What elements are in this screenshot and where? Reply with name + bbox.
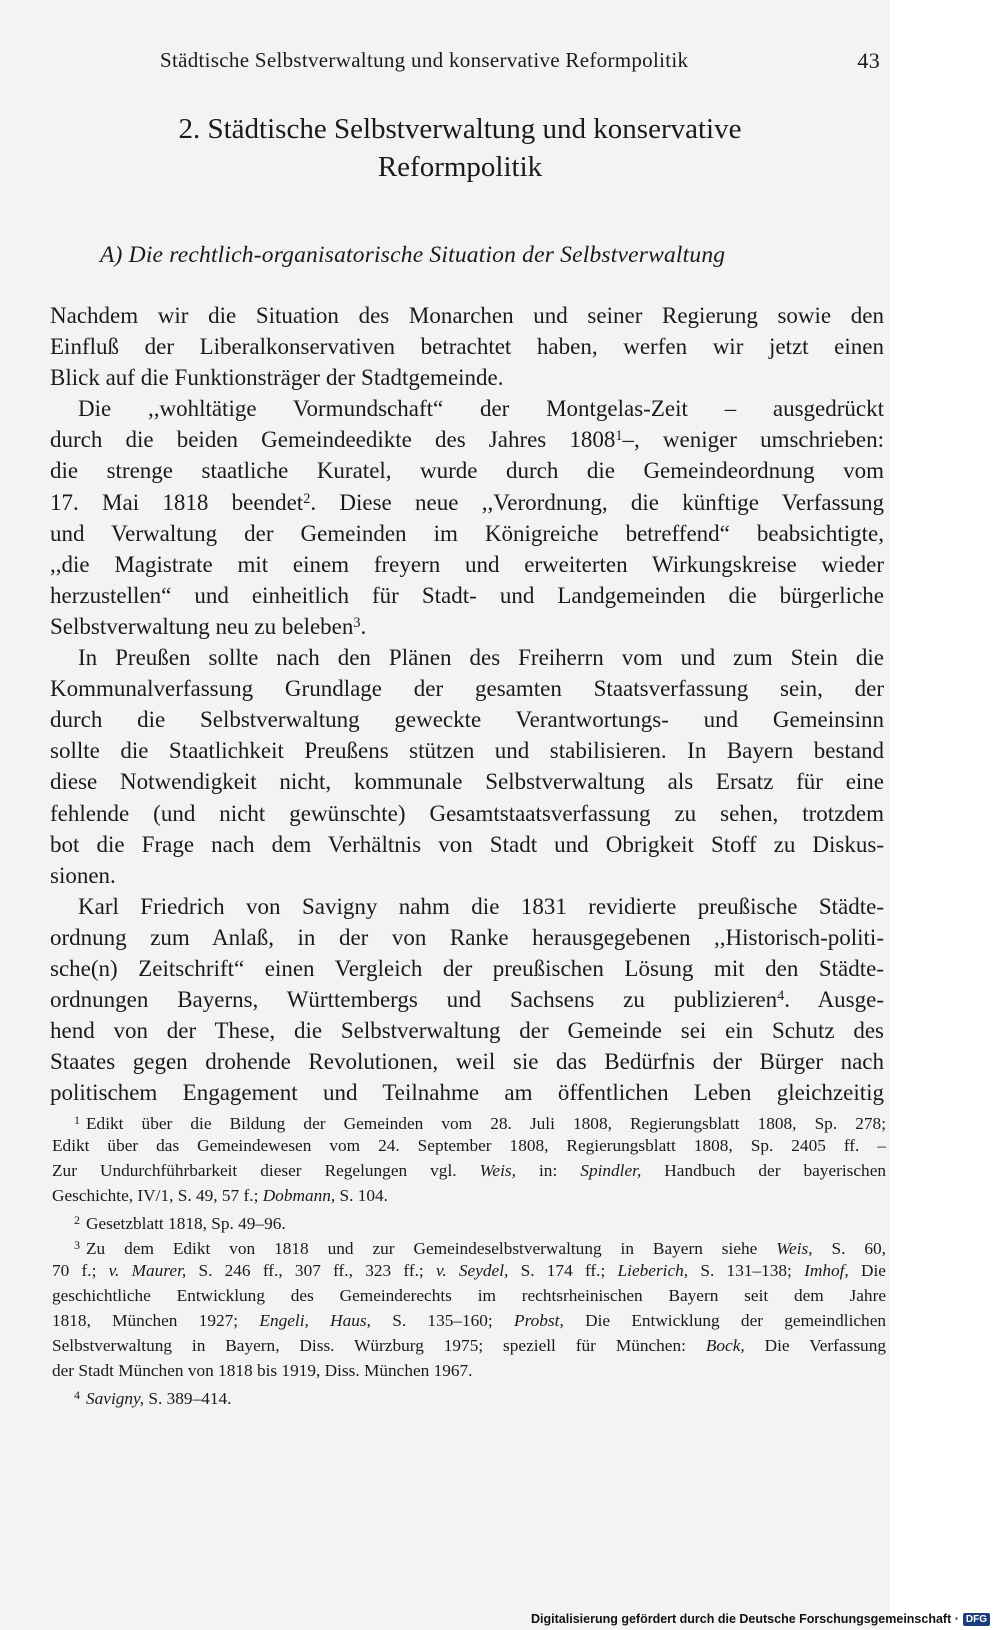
text-run: Die Verfassung [744, 1336, 886, 1355]
footnote-ref: 4 [777, 987, 785, 1004]
author-name: Imhof, [804, 1261, 849, 1280]
body-line: Nachdem wir die Situation des Monarchen und seiner Regierung sowie den [50, 303, 884, 328]
footnote-ref: 1 [615, 428, 623, 445]
text-run: durch die beiden Gemeindeedikte des Jahres 1808 [50, 427, 616, 453]
text-run: Selbstverwaltung neu zu beleben [50, 613, 354, 639]
chapter-title-line-2: Reformpolitik [377, 151, 543, 183]
body-line: die strenge staatliche Kuratel, wurde durch die Gemeindeordnung vom [50, 458, 884, 484]
body-line: sollte die Staatlichkeit Preußens stützen und stabilisieren. In Bayern bestand [50, 738, 884, 764]
footnote-number: 1 [74, 1113, 80, 1127]
body-line [50, 984, 884, 1015]
author-name: v. Seydel, [435, 1261, 509, 1280]
footnote-line [52, 1333, 886, 1358]
body-line: diese Notwendigkeit nicht, kommunale Selbstverwaltung als Ersatz für eine [50, 769, 884, 795]
footnote-line [52, 1183, 886, 1208]
footnote-line [52, 1308, 886, 1333]
text-run: S. 60, [812, 1238, 886, 1258]
text-run: S. 131–138; [688, 1261, 805, 1280]
body-line [50, 611, 884, 642]
author-name: Bock, [705, 1336, 745, 1355]
running-head-title: Städtische Selbstverwaltung und konservative Reformpolitik [160, 48, 689, 72]
footnote-line: der Stadt München von 1818 bis 1919, Diss. München 1967. [52, 1361, 473, 1380]
footnote-number: 2 [74, 1213, 80, 1227]
text-run: . Diese neue ,,Verordnung, die künftige Verfassung [310, 489, 884, 515]
author-name: Engeli, Haus, [259, 1311, 371, 1330]
text-run: Zu dem Edikt von 1818 und zur Gemeindeselbstverwaltung in Bayern siehe [86, 1238, 777, 1258]
text-run: ordnungen Bayerns, Württembergs und Sachsens zu publizieren [50, 987, 778, 1013]
author-name: Spindler, [580, 1161, 642, 1180]
body-line: ,,die Magistrate mit einem freyern und erweiterten Wirkungskreise wieder [50, 551, 884, 577]
author-name: Probst, [514, 1311, 564, 1330]
body-line: Blick auf die Funktionsträger der Stadtgemeinde. [50, 365, 504, 391]
footnote-3 [52, 1233, 886, 1258]
text-run: Handbuch der bayerischen [641, 1161, 887, 1180]
footnote-2 [52, 1208, 886, 1233]
chapter-title-line-1: 2. Städtische Selbstverwaltung und konservative [178, 113, 742, 145]
text-run: 17. Mai 1818 beendet [50, 489, 304, 515]
body-line: ordnung zum Anlaß, in der von Ranke herausgegebenen ,,Historisch-politi- [50, 924, 884, 950]
section-title: A) Die rechtlich-organisatorische Situation der Selbstverwaltung [100, 242, 726, 268]
text-run: S. 104. [335, 1186, 389, 1205]
running-head [160, 48, 880, 73]
body-text [50, 300, 884, 1108]
text-run: Selbstverwaltung in Bayern, Diss. Würzburg 1975; speziell für München: [52, 1336, 706, 1355]
credit-text: Digitalisierung gefördert durch die Deutsche Forschungsgemeinschaft · [531, 1612, 959, 1626]
footnote-number: 4 [74, 1388, 80, 1402]
body-line: herzustellen“ und einheitlich für Stadt- und Landgemeinden die bürgerliche [50, 582, 884, 608]
body-line: Kommunalverfassung Grundlage der gesamten Staatsverfassung sein, der [50, 676, 884, 702]
text-run: S. 135–160; [370, 1311, 515, 1330]
footnote-1 [52, 1108, 886, 1133]
text-run: 1818, München 1927; [52, 1311, 260, 1330]
body-line: sche(n) Zeitschrift“ einen Vergleich der preußischen Lösung mit den Städte- [50, 955, 884, 981]
body-line: Staates gegen drohende Revolutionen, weil sie das Bedürfnis der Bürger nach [50, 1049, 884, 1075]
author-name: Savigny, [86, 1388, 145, 1408]
body-line: sionen. [50, 862, 116, 888]
text-run: Geschichte, IV/1, S. 49, 57 f.; [52, 1186, 263, 1205]
text-run: Gesetzblatt 1818, Sp. 49–96. [86, 1213, 286, 1233]
dfg-logo-icon: DFG [963, 1613, 990, 1626]
body-line: und Verwaltung der Gemeinden im Königreiche betreffend“ beabsichtigte, [50, 520, 884, 546]
author-name: Weis, [479, 1161, 516, 1180]
footnote-line: Edikt über das Gemeindewesen vom 24. September 1808, Regierungsblatt 1808, Sp. 2405 ff. – [52, 1136, 886, 1155]
author-name: Lieberich, [617, 1261, 689, 1280]
footnote-line: geschichtliche Entwicklung des Gemeinderechts im rechtsrheinischen Bayern seit dem Jahre [52, 1286, 886, 1305]
footnote-ref: 3 [353, 614, 361, 631]
text-run: S. 174 ff.; [508, 1261, 618, 1280]
text-run: Edikt über die Bildung der Gemeinden vom 28. Juli 1808, Regierungsblatt 1808, Sp. 278; [86, 1113, 886, 1133]
body-line: Die ,,wohltätige Vormundschaft“ der Montgelas-Zeit – ausgedrückt [78, 396, 884, 422]
text-run: 70 f.; [52, 1261, 109, 1280]
author-name: v. Maurer, [108, 1261, 187, 1280]
text-run: S. 246 ff., 307 ff., 323 ff.; [186, 1261, 436, 1280]
body-line: politischem Engagement und Teilnahme am öffentlichen Leben gleichzeitig [50, 1080, 884, 1106]
body-line: bot die Frage nach dem Verhältnis von Stadt und Obrigkeit Stoff zu Diskus- [50, 831, 884, 857]
page-number: 43 [857, 48, 880, 73]
body-line: Einfluß der Liberalkonservativen betrachtet haben, werfen wir jetzt einen [50, 334, 884, 360]
footnote-line [52, 1258, 886, 1283]
text-run: Die Entwicklung der gemeindlichen [563, 1311, 887, 1330]
footnote-ref: 2 [303, 490, 311, 507]
text-run: Die [848, 1261, 886, 1280]
footnote-4 [52, 1383, 886, 1408]
text-run: . [360, 613, 367, 639]
author-name: Weis, [776, 1238, 813, 1258]
body-line: Karl Friedrich von Savigny nahm die 1831 revidierte preußische Städte- [78, 893, 884, 919]
chapter-title [100, 110, 820, 186]
body-line: In Preußen sollte nach den Plänen des Freiherrn vom und zum Stein die [78, 645, 884, 671]
footnotes [52, 1108, 886, 1408]
body-line: durch die Selbstverwaltung geweckte Verantwortungs- und Gemeinsinn [50, 707, 884, 733]
body-line [50, 424, 884, 455]
body-line: hend von der These, die Selbstverwaltung der Gemeinde sei ein Schutz des [50, 1018, 884, 1044]
author-name: Dobmann, [262, 1186, 336, 1205]
body-line [50, 487, 884, 518]
text-run: –, weniger umschrieben: [622, 427, 885, 453]
text-run: in: [515, 1161, 581, 1180]
body-line: fehlende (und nicht gewünschte) Gesamtstaatsverfassung zu sehen, trotzdem [50, 800, 884, 826]
digitization-credit [531, 1612, 990, 1626]
footnote-number: 3 [74, 1238, 80, 1252]
text-run: . Ausge- [784, 987, 884, 1013]
text-run: Zur Undurchführbarkeit dieser Regelungen vgl. [52, 1161, 480, 1180]
text-run: S. 389–414. [144, 1388, 232, 1408]
footnote-line [52, 1158, 886, 1183]
